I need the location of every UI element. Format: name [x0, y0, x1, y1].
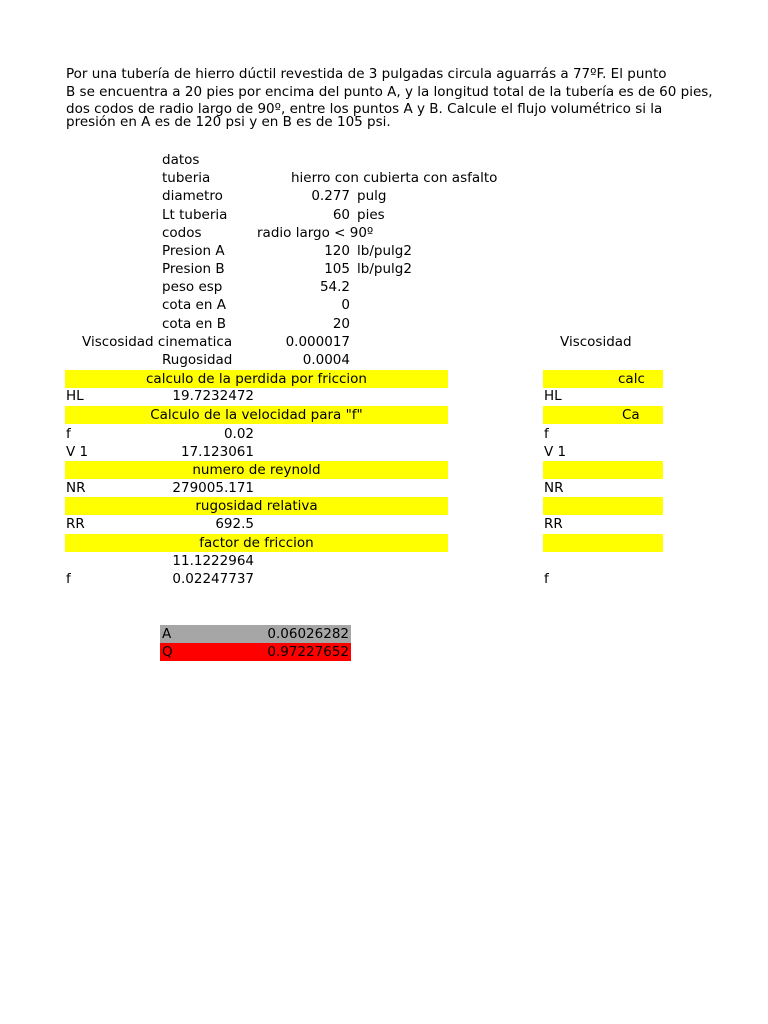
area-cell	[160, 625, 351, 643]
datos-unit-diametro: pulg	[357, 188, 387, 204]
datos-label-lt-tuberia: Lt tuberia	[162, 207, 228, 223]
right-hl-label: HL	[544, 388, 562, 404]
datos-header: datos	[162, 152, 200, 168]
right-ff-label: f	[544, 571, 549, 587]
friccion-header-text: factor de friccion	[199, 535, 314, 551]
hl-value: 19.7232472	[172, 388, 254, 404]
problem-line-1: Por una tubería de hierro dúctil revestida de 3 pulgadas circula aguarrás a 77ºF. El punto	[66, 66, 667, 82]
friccion-header	[65, 534, 448, 552]
datos-unit-presion-a: lb/pulg2	[357, 243, 412, 259]
datos-label-tuberia: tuberia	[162, 170, 211, 186]
right-rr-label: RR	[544, 516, 563, 532]
ff-label: f	[66, 571, 71, 587]
v1-value: 17.123061	[180, 444, 254, 460]
right-reynold-header	[543, 461, 663, 479]
datos-value-rugosidad: 0.0004	[302, 352, 350, 368]
right-nr-label: NR	[544, 480, 564, 496]
rr-label: RR	[66, 516, 85, 532]
right-velocidad-header-text: Ca	[622, 407, 640, 423]
datos-value-presion-a: 120	[324, 243, 350, 259]
area-value: 0.06026282	[267, 626, 349, 642]
nr-value: 279005.171	[172, 480, 254, 496]
friccion-intermediate-value: 11.1222964	[172, 553, 254, 569]
ff-value: 0.02247737	[172, 571, 254, 587]
datos-value-lt-tuberia: 60	[332, 207, 350, 223]
right-rugosidad-header	[543, 497, 663, 515]
rugosidad-header-text: rugosidad relativa	[195, 498, 318, 514]
datos-unit-lt-tuberia: pies	[357, 207, 385, 223]
datos-value-cota-b: 20	[332, 316, 350, 332]
perdida-header	[65, 370, 448, 388]
reynold-header	[65, 461, 448, 479]
datos-label-presion-b: Presion B	[162, 261, 225, 277]
flow-value: 0.97227652	[267, 644, 349, 660]
rugosidad-header	[65, 497, 448, 515]
datos-label-presion-a: Presion A	[162, 243, 225, 259]
datos-value-presion-b: 105	[324, 261, 350, 277]
f-label: f	[66, 426, 71, 442]
right-velocidad-header	[543, 406, 663, 424]
flow-cell	[160, 643, 351, 661]
right-friccion-header	[543, 534, 663, 552]
f-value: 0.02	[223, 426, 254, 442]
problem-line-4: presión en A es de 120 psi y en B es de 105 psi.	[66, 114, 391, 130]
right-v1-label: V 1	[544, 444, 567, 460]
velocidad-header	[65, 406, 448, 424]
velocidad-header-text: Calculo de la velocidad para "f"	[150, 407, 363, 423]
datos-label-cota-a: cota en A	[162, 297, 226, 313]
v1-label: V 1	[66, 444, 89, 460]
right-viscosidad-label: Viscosidad	[560, 334, 632, 350]
datos-value-cota-a: 0	[341, 297, 350, 313]
datos-unit-presion-b: lb/pulg2	[357, 261, 412, 277]
datos-label-codos: codos	[162, 225, 202, 241]
area-label: A	[162, 626, 172, 642]
datos-label-viscosidad: Viscosidad cinematica	[82, 334, 233, 350]
right-perdida-header	[543, 370, 663, 388]
datos-value-codos: radio largo < 90º	[257, 225, 374, 241]
datos-label-rugosidad: Rugosidad	[162, 352, 233, 368]
datos-value-viscosidad: 0.000017	[285, 334, 350, 350]
hl-label: HL	[66, 388, 84, 404]
reynold-header-text: numero de reynold	[192, 462, 321, 478]
flow-label: Q	[162, 644, 173, 660]
datos-label-diametro: diametro	[162, 188, 223, 204]
problem-line-2: B se encuentra a 20 pies por encima del punto A, y la longitud total de la tubería es de 60 pies,	[66, 84, 713, 100]
right-f-label: f	[544, 426, 549, 442]
datos-label-cota-b: cota en B	[162, 316, 226, 332]
right-perdida-header-text: calc	[618, 371, 645, 387]
datos-value-tuberia: hierro con cubierta con asfalto	[291, 170, 498, 186]
perdida-header-text: calculo de la perdida por friccion	[146, 371, 367, 387]
rr-value: 692.5	[215, 516, 254, 532]
problem-line-3: dos codos de radio largo de 90º, entre los puntos A y B. Calcule el flujo volumétrico si la	[66, 101, 663, 117]
datos-value-diametro: 0.277	[311, 188, 350, 204]
datos-label-peso-esp: peso esp	[162, 279, 223, 295]
nr-label: NR	[66, 480, 86, 496]
datos-value-peso-esp: 54.2	[319, 279, 350, 295]
